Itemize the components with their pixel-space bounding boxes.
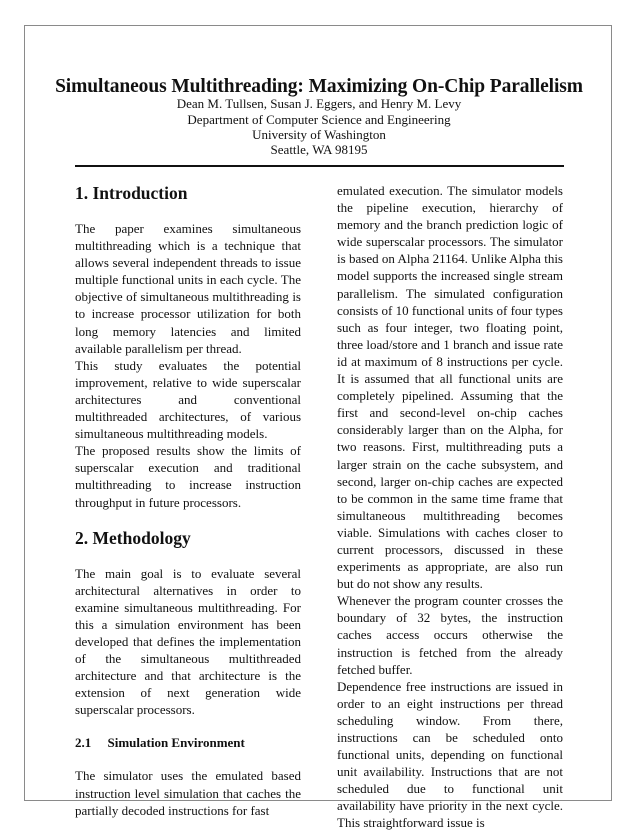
sim-env-paragraph-2: Whenever the program counter crosses the boundary of 32 bytes, the instruction caches access occurs otherwise the instruction is fetched from the already fetched buffer.	[337, 593, 563, 677]
subsection-heading-simulation-environment: 2.1 Simulation Environment	[75, 735, 245, 751]
paper-authors: Dean M. Tullsen, Susan J. Eggers, and Henry M. Levy	[176, 96, 462, 111]
sim-env-paragraph-3: Dependence free instructions are issued in order to an eight instructions per thread scheduling window. From there, instructions can be scheduled onto functional units, depending on functional unit availability. Instructions that are not scheduled due to functional unit availability have priority in the next cycle. This straightforward issue is	[337, 678, 563, 831]
methodology-paragraph-1: The main goal is to evaluate several architectural alternatives in order to examine simultaneous multithreading. For this a simulation environment has been developed that defines the implementation of the simultaneous multithreaded architecture and that architecture is the extension of next generation wide superscalar processors.	[75, 565, 301, 718]
paper-university: University of Washington	[252, 127, 386, 142]
section-heading-introduction: 1. Introduction	[75, 183, 188, 203]
intro-paragraph-3: The proposed results show the limits of superscalar execution and traditional multithreading to increase instruction throughput in future processors.	[75, 443, 301, 510]
paper-department: Department of Computer Science and Engineering	[187, 112, 451, 127]
sim-env-paragraph-1-continued: emulated execution. The simulator models the pipeline execution, hierarchy of memory and the branch prediction logic of wide superscalar processors. The simulator is based on Alpha 21164. Unlike Alpha this model supports the increased single stream parallelism. The simulated configuration consists of 10 functional units of four types such as four integer, two floating point, three load/store and 1 branch and issue rate id at maximum of 8 instructions per cycle. It is assumed that all functional units are completely pipelined. Assuming that the first and second-level on-chip caches considerably larger than on the Alpha, for two reasons. First, multithreading puts a larger strain on the cache subsystem, and second, larger on-chip caches are expected to be common in the same time frame that simultaneous multithreading becomes viable. Simulations with caches closer to current processors, discussed in these experiments as appropriate, are also run but do not show any results.	[337, 183, 563, 592]
section-heading-methodology: 2. Methodology	[75, 527, 191, 548]
intro-paragraph-2: This study evaluates the potential improvement, relative to wide superscalar architectures and conventional multithreaded architectures, of various simultaneous multithreading models.	[75, 357, 301, 442]
left-column	[75, 182, 301, 819]
paper-title: Simultaneous Multithreading: Maximizing On-Chip Parallelism	[55, 76, 583, 97]
right-column	[337, 182, 563, 832]
sim-env-paragraph-1: The simulator uses the emulated based instruction level simulation that caches the partially decoded instructions for fast	[75, 768, 301, 818]
header-rule	[75, 165, 564, 167]
intro-paragraph-1: The paper examines simultaneous multithreading which is a technique that allows several independent threads to issue multiple functional units in each cycle. The objective of simultaneous multithreading is to increase processor utilization for both long memory latencies and limited available parallelism per thread.	[75, 221, 301, 356]
paper-location: Seattle, WA 98195	[270, 142, 368, 157]
